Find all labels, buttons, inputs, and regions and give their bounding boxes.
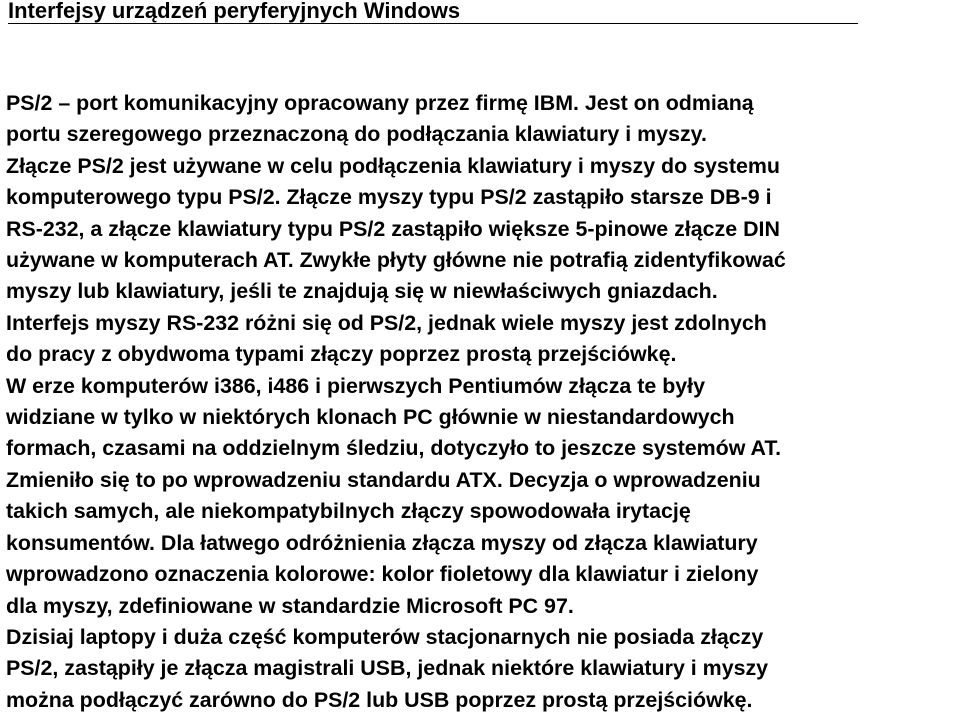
text-line: Dzisiaj laptopy i duża część komputerów stacjonarnych nie posiada złączy — [6, 624, 764, 649]
text-line: W erze komputerów i386, i486 i pierwszych Pentiumów złącza te były — [6, 373, 705, 398]
text-line: konsumentów. Dla łatwego odróżnienia złącza myszy od złącza klawiatury — [6, 530, 758, 555]
text-line: Złącze PS/2 jest używane w celu podłączenia klawiatury i myszy do systemu — [6, 153, 780, 178]
text-line: myszy lub klawiatury, jeśli te znajdują się w niewłaściwych gniazdach. — [6, 279, 718, 304]
text-line: używane w komputerach AT. Zwykłe płyty główne nie potrafią zidentyfikować — [6, 248, 786, 273]
text-line: portu szeregowego przeznaczoną do podłączania klawiatury i myszy. — [6, 122, 707, 147]
text-line: wprowadzono oznaczenia kolorowe: kolor fioletowy dla klawiatur i zielony — [6, 562, 759, 587]
slide-title: Interfejsy urządzeń peryferyjnych Windows — [8, 0, 858, 24]
text-line: Zmieniło się to po wprowadzeniu standardu ATX. Decyzja o wprowadzeniu — [6, 467, 761, 492]
text-line: takich samych, ale niekompatybilnych złączy spowodowała irytację — [6, 499, 691, 524]
slide-body-text — [6, 88, 957, 716]
text-line: Interfejs myszy RS-232 różni się od PS/2, jednak wiele myszy jest zdolnych — [6, 310, 767, 335]
text-line: widziane w tylko w niektórych klonach PC głównie w niestandardowych — [6, 405, 735, 430]
text-line: można podłączyć zarówno do PS/2 lub USB poprzez prostą przejściówkę. — [6, 687, 753, 712]
text-line: RS-232, a złącze klawiatury typu PS/2 zastąpiło większe 5-pinowe złącze DIN — [6, 216, 780, 241]
text-line: komputerowego typu PS/2. Złącze myszy typu PS/2 zastąpiło starsze DB-9 i — [6, 185, 772, 210]
text-line: dla myszy, zdefiniowane w standardzie Microsoft PC 97. — [6, 593, 574, 618]
text-line: PS/2, zastąpiły je złącza magistrali USB, jednak niektóre klawiatury i myszy — [6, 656, 769, 681]
text-line: PS/2 – port komunikacyjny opracowany przez firmę IBM. Jest on odmianą — [6, 91, 754, 115]
text-line: formach, czasami na oddzielnym śledziu, dotyczyło to jeszcze systemów AT. — [6, 436, 782, 461]
text-line: do pracy z obydwoma typami złączy poprzez prostą przejściówkę. — [6, 342, 677, 367]
